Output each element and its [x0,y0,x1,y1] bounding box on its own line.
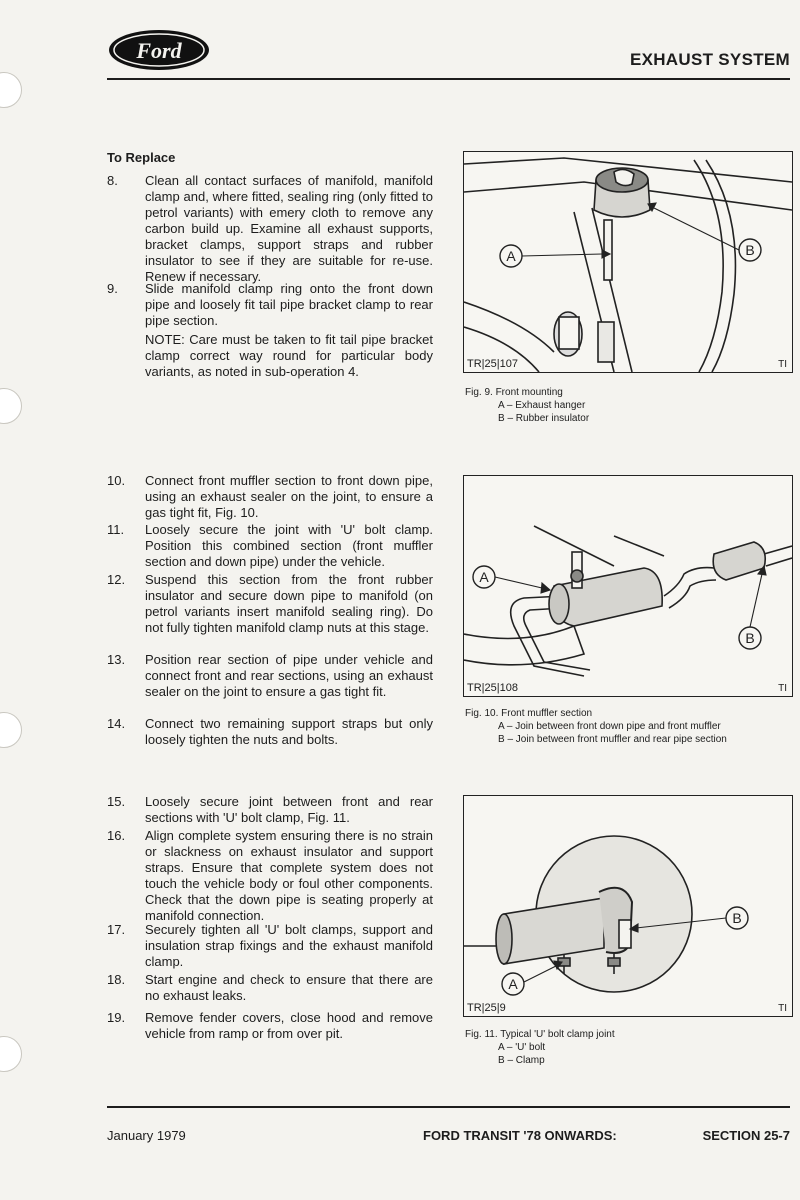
caption-item: B – Rubber insulator [498,413,590,424]
step-text: Align complete system ensuring there is no strain or slackness on exhaust insulator and support straps. Ensure that complete system does not touch the vehicle body or foul other components. Check that the down pipe is seating properly at manifold connection. [145,828,433,923]
step-15 [107,794,433,826]
logo-text: Ford [136,38,182,63]
step-text: Securely tighten all 'U' bolt clamps, support and insulation strap fixings and the exhaust manifold clamp. [145,922,433,969]
punch-hole [0,388,22,424]
punch-hole [0,1036,22,1072]
figure-mark: TI [778,1003,787,1014]
step-text: Clean all contact surfaces of manifold, manifold clamp and, where fitted, sealing ring (only fitted to petrol variants) with emery cloth to remove any carbon build up. Examine all exhaust supports, bracket clamps, support straps and rubber insulator to see if they are suitable for re-use. Renew if necessary. [145,173,433,284]
step-text: Remove fender covers, close hood and remove vehicle from ramp or from over pit. [145,1010,433,1041]
step-text: Connect two remaining support straps but only loosely tighten the nuts and bolts. [145,716,433,747]
figure-9-caption [465,386,589,425]
step-number: 11. [107,522,125,537]
figure-9 [463,151,793,373]
step-number: 17. [107,922,126,937]
figure-10 [463,475,793,697]
figure-mark: TI [778,683,787,694]
u-bolt-clamp-illustration [464,796,792,1016]
footer-book-title: FORD TRANSIT '78 ONWARDS: [423,1128,617,1143]
figure-11-caption [465,1028,615,1067]
caption-item: A – 'U' bolt [498,1042,546,1053]
punch-hole [0,72,22,108]
caption-title: Fig. 10. Front muffler section [465,708,593,719]
caption-item: B – Join between front muffler and rear pipe section [498,734,727,745]
front-mounting-illustration [464,152,792,372]
callout-a: A [479,569,489,585]
step-number: 8. [107,173,118,188]
callout-b: B [732,910,742,926]
section-heading: To Replace [107,150,176,165]
punch-hole [0,712,22,748]
ford-logo [107,28,211,72]
step-10 [107,473,433,521]
page-title: EXHAUST SYSTEM [629,50,790,69]
figure-code: TR|25|9 [467,1002,506,1014]
step-11 [107,522,433,570]
step-18 [107,972,433,1004]
step-text: Loosely secure joint between front and rear sections with 'U' bolt clamp, Fig. 11. [145,794,433,825]
caption-item: A – Exhaust hanger [498,400,586,411]
caption-item: A – Join between front down pipe and front muffler [498,721,721,732]
note: NOTE: Care must be taken to fit tail pipe bracket clamp correct way round for particular body variants, as noted in sub-operation 4. [145,332,433,379]
callout-b: B [745,242,755,258]
step-13 [107,652,433,700]
figure-code: TR|25|107 [467,358,518,370]
callout-a: A [506,248,516,264]
callout-a: A [508,976,518,992]
footer-section-number: SECTION 25-7 [702,1128,790,1143]
step-number: 14. [107,716,126,731]
step-number: 12. [107,572,126,587]
step-number: 18. [107,972,126,987]
step-12 [107,572,433,636]
step-8 [107,173,433,285]
step-19 [107,1010,433,1042]
step-number: 19. [107,1010,126,1025]
caption-title: Fig. 9. Front mounting [465,387,563,398]
step-text: Slide manifold clamp ring onto the front down pipe and loosely fit tail pipe bracket clamp to rear pipe section. [145,281,433,328]
figure-code: TR|25|108 [467,682,518,694]
figure-11 [463,795,793,1017]
figure-mark: TI [778,359,787,370]
footer-date: January 1979 [107,1128,186,1143]
caption-item: B – Clamp [498,1055,545,1066]
step-14 [107,716,433,748]
step-number: 9. [107,281,118,296]
step-number: 15. [107,794,126,809]
step-number: 10. [107,473,126,488]
step-9 [107,281,433,329]
step-number: 16. [107,828,126,843]
step-text: Connect front muffler section to front down pipe, using an exhaust sealer on the joint, to ensure a gas tight fit, Fig. 10. [145,473,433,520]
step-16 [107,828,433,924]
step-17 [107,922,433,970]
front-muffler-illustration [464,476,792,696]
figure-10-caption [465,707,727,746]
header-rule [107,78,790,80]
step-number: 13. [107,652,126,667]
footer-rule [107,1106,790,1108]
step-text: Suspend this section from the front rubber insulator and secure down pipe to manifold (on petrol variants insert manifold sealing ring). Do not fully tighten manifold clamp nuts at this stage. [145,572,433,635]
step-text: Loosely secure the joint with 'U' bolt clamp. Position this combined section (front muffler section and down pipe) under the vehicle. [145,522,433,569]
step-text: Start engine and check to ensure that there are no exhaust leaks. [145,972,433,1003]
caption-title: Fig. 11. Typical 'U' bolt clamp joint [465,1029,615,1040]
callout-b: B [745,630,755,646]
step-text: Position rear section of pipe under vehicle and connect front and rear sections, using an exhaust sealer on the joint to ensure a gas tight fit. [145,652,433,699]
